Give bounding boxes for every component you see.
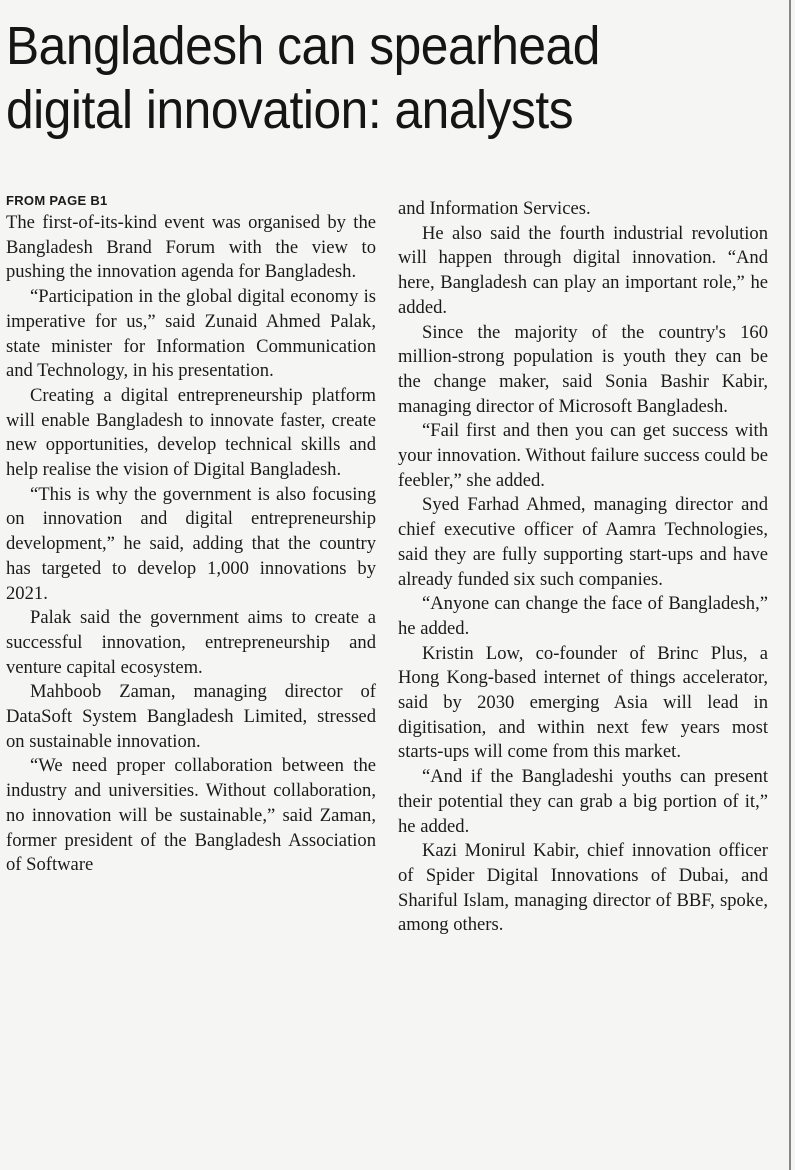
jump-line: FROM PAGE B1	[6, 193, 108, 208]
headline: Bangladesh can spearhead digital innovation: analysts	[6, 16, 600, 140]
column-rule	[789, 0, 791, 1170]
paragraph: He also said the fourth industrial revolution will happen through digital innovation. “And here, Bangladesh can play an important role,” he added.	[398, 222, 768, 318]
paragraph: Kazi Monirul Kabir, chief innovation officer of Spider Digital Innovations of Dubai, and Shariful Islam, managing director of BBF, spoke, among others.	[398, 840, 768, 936]
paragraph: Syed Farhad Ahmed, managing director and chief executive officer of Aamra Technologies, said they are fully supporting start-ups and have already funded six such companies.	[398, 494, 768, 590]
paragraph: Mahboob Zaman, managing director of DataSoft System Bangladesh Limited, stressed on sustainable innovation.	[6, 681, 376, 752]
paragraph: “Fail first and then you can get success with your innovation. Without failure success could be feebler,” she added.	[398, 420, 768, 491]
paragraph: “This is why the government is also focusing on innovation and digital entrepreneurship development,” he said, adding that the country has targeted to develop 1,000 innovations by 2021.	[6, 483, 376, 604]
paragraph: “Anyone can change the face of Bangladesh,” he added.	[398, 593, 768, 639]
paragraph: Kristin Low, co-founder of Brinc Plus, a Hong Kong-based internet of things accelerator, said by 2030 emerging Asia will lead in digitisation, and within next few years most starts-ups will come from this market.	[398, 642, 768, 763]
paragraph-continuation: and Information Services.	[398, 198, 591, 219]
right-column	[398, 197, 768, 938]
paragraph: “We need proper collaboration between the industry and universities. Without collaboration, no innovation will be sustainable,” said Zaman, former president of the Bangladesh Association of Software	[6, 755, 376, 876]
paragraph: Palak said the government aims to create a successful innovation, entrepreneurship and venture capital ecosystem.	[6, 607, 376, 678]
paragraph: “Participation in the global digital economy is imperative for us,” said Zunaid Ahmed Palak, state minister for Information Communication and Technology, in his presentation.	[6, 286, 376, 382]
paragraph: “And if the Bangladeshi youths can present their potential they can grab a big portion of it,” he added.	[398, 766, 768, 837]
left-column	[6, 192, 376, 878]
paragraph: Since the majority of the country's 160 million-strong population is youth they can be the change maker, said Sonia Bashir Kabir, managing director of Microsoft Bangladesh.	[398, 321, 768, 417]
paragraph: Creating a digital entrepreneurship platform will enable Bangladesh to innovate faster, create new opportunities, develop technical skills and help realise the vision of Digital Bangladesh.	[6, 384, 376, 481]
paragraph: The first-of-its-kind event was organised by the Bangladesh Brand Forum with the view to pushing the innovation agenda for Bangladesh.	[6, 212, 376, 283]
